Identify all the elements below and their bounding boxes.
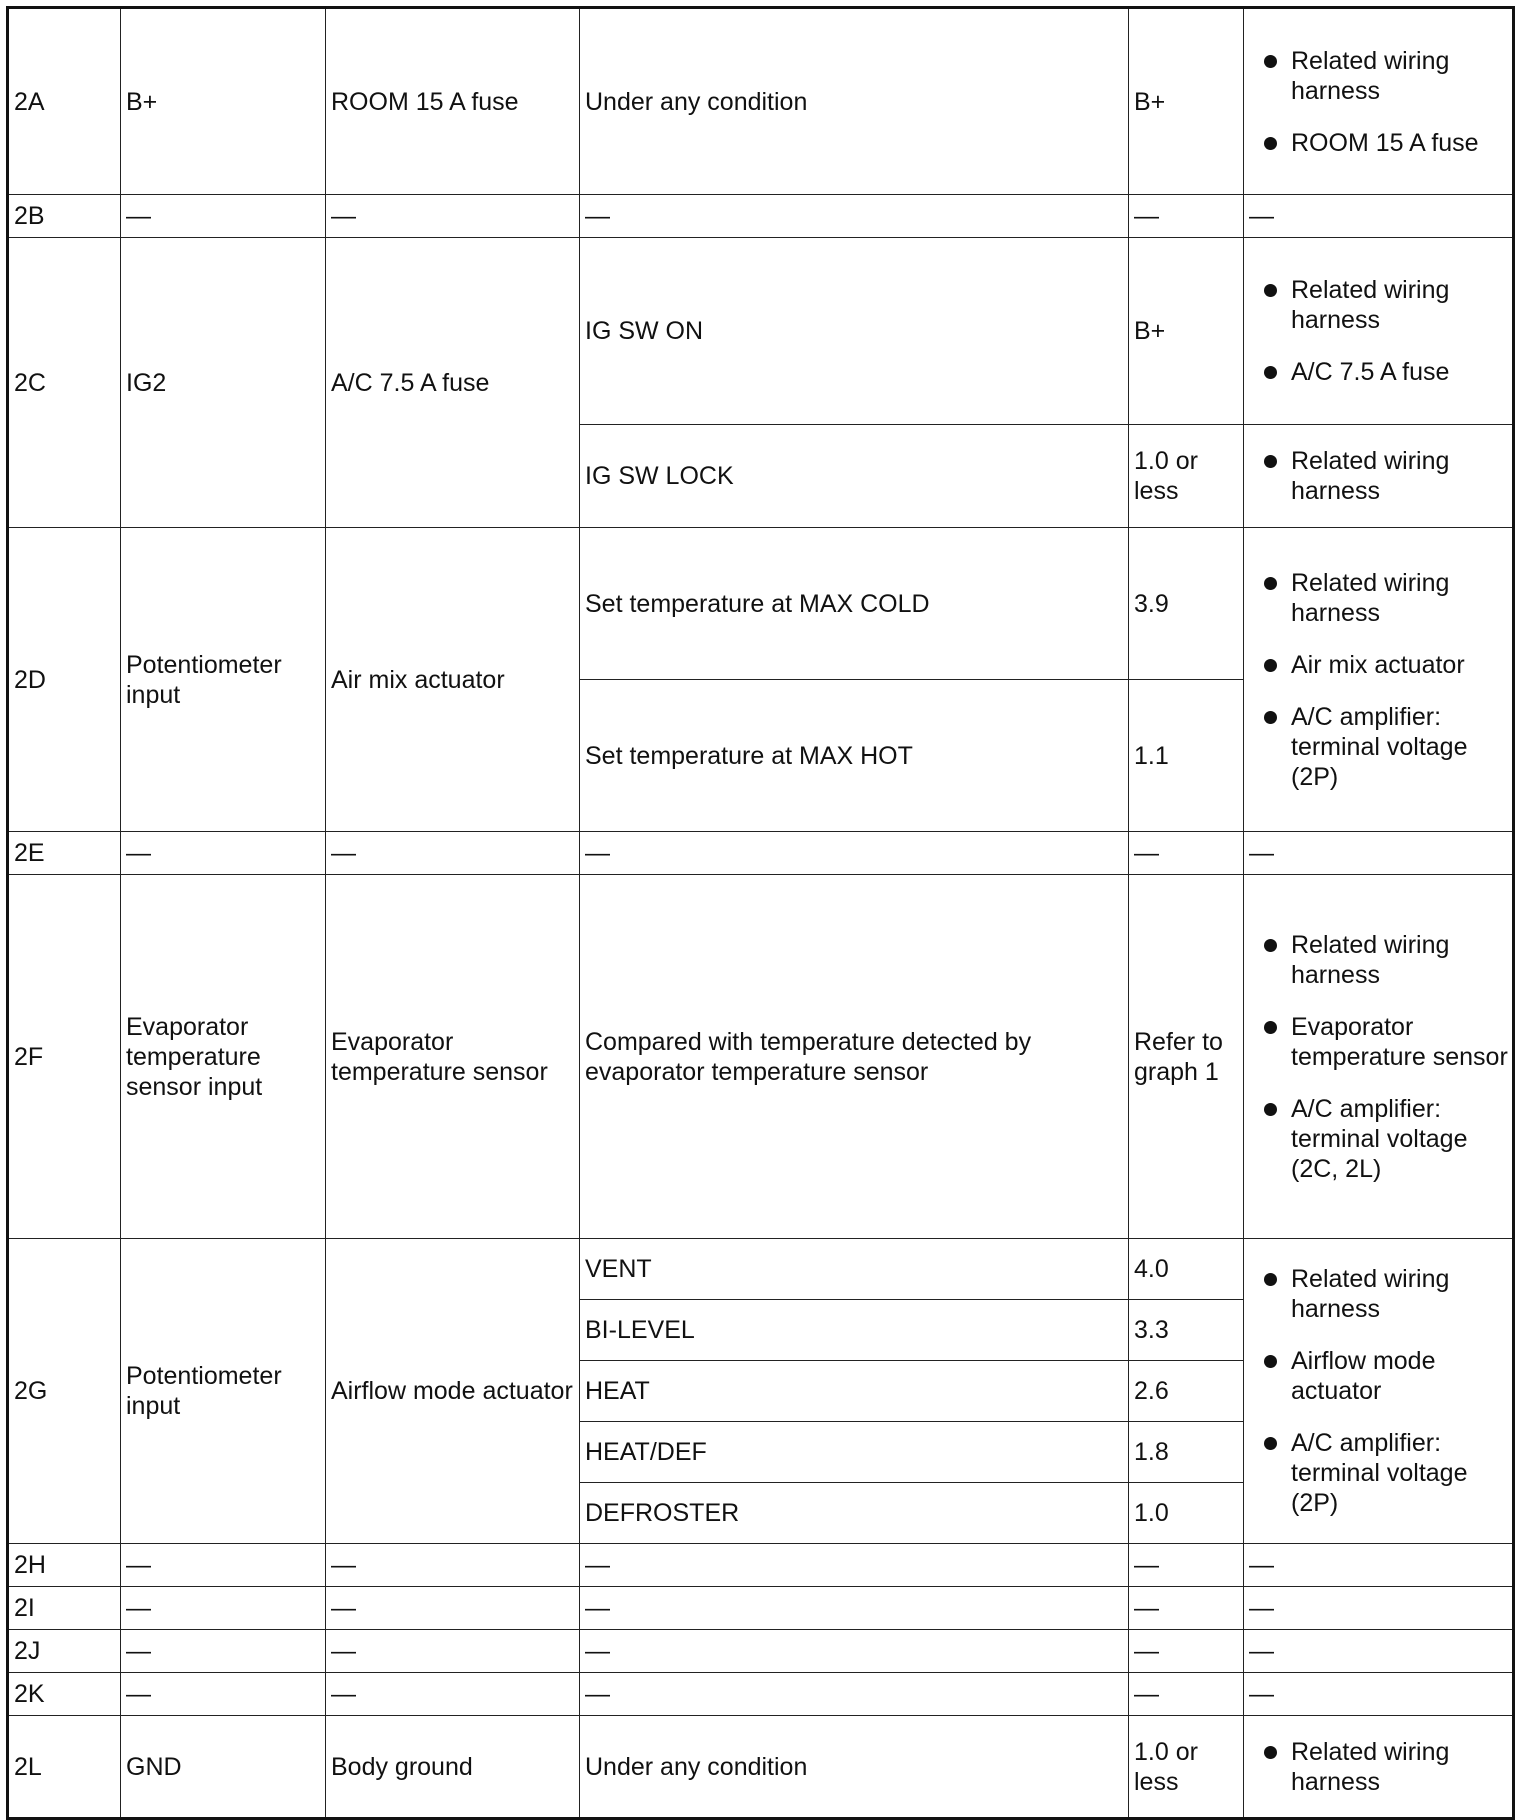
- inspection-item: A/C 7.5 A fuse: [1249, 357, 1512, 387]
- dash-cell: —: [1244, 195, 1514, 238]
- table-row: [8, 1544, 1514, 1587]
- condition-cell: DEFROSTER: [580, 1483, 1129, 1544]
- voltage-cell: Refer to graph 1: [1129, 875, 1244, 1239]
- signal-cell: Potentiometer input: [121, 1239, 326, 1544]
- dash-cell: —: [1244, 1587, 1514, 1630]
- dash-cell: —: [580, 1673, 1129, 1716]
- dash-cell: —: [121, 1673, 326, 1716]
- dash-cell: —: [1129, 832, 1244, 875]
- dash-cell: —: [580, 1630, 1129, 1673]
- inspection-item: Related wiring harness: [1249, 46, 1512, 106]
- condition-cell: Set temperature at MAX COLD: [580, 528, 1129, 680]
- inspection-cell: [1244, 875, 1514, 1239]
- connected-to-cell: Evaporator temperature sensor: [326, 875, 580, 1239]
- table-row: [8, 195, 1514, 238]
- dash-cell: —: [326, 195, 580, 238]
- inspection-item: Related wiring harness: [1249, 1264, 1512, 1324]
- dash-cell: —: [1129, 1587, 1244, 1630]
- inspection-cell: [1244, 1239, 1514, 1544]
- dash-cell: —: [1129, 1673, 1244, 1716]
- dash-cell: —: [121, 832, 326, 875]
- voltage-cell: 1.0: [1129, 1483, 1244, 1544]
- table-row: [8, 1630, 1514, 1673]
- inspection-item: Related wiring harness: [1249, 568, 1512, 628]
- signal-cell: B+: [121, 8, 326, 195]
- dash-cell: —: [326, 1544, 580, 1587]
- signal-cell: IG2: [121, 238, 326, 528]
- table-row: [8, 8, 1514, 195]
- table-row: [8, 238, 1514, 425]
- dash-cell: —: [121, 1630, 326, 1673]
- condition-cell: VENT: [580, 1239, 1129, 1300]
- dash-cell: —: [1129, 1630, 1244, 1673]
- dash-cell: —: [326, 1673, 580, 1716]
- condition-cell: BI-LEVEL: [580, 1300, 1129, 1361]
- signal-cell: Potentiometer input: [121, 528, 326, 832]
- voltage-cell: 3.9: [1129, 528, 1244, 680]
- table-row: [8, 1587, 1514, 1630]
- voltage-cell: B+: [1129, 8, 1244, 195]
- inspection-item: A/C amplifier: terminal voltage (2P): [1249, 702, 1512, 792]
- table-row: [8, 1239, 1514, 1300]
- dash-cell: —: [580, 832, 1129, 875]
- table-row: [8, 875, 1514, 1239]
- signal-cell: GND: [121, 1716, 326, 1819]
- terminal-cell: 2I: [8, 1587, 121, 1630]
- table-row: [8, 528, 1514, 680]
- inspection-item: Related wiring harness: [1249, 275, 1512, 335]
- inspection-cell: [1244, 425, 1514, 528]
- dash-cell: —: [580, 1544, 1129, 1587]
- connected-to-cell: Air mix actuator: [326, 528, 580, 832]
- terminal-cell: 2B: [8, 195, 121, 238]
- terminal-cell: 2A: [8, 8, 121, 195]
- condition-cell: Compared with temperature detected by evaporator temperature sensor: [580, 875, 1129, 1239]
- dash-cell: —: [1129, 1544, 1244, 1587]
- terminal-cell: 2L: [8, 1716, 121, 1819]
- dash-cell: —: [121, 1587, 326, 1630]
- connected-to-cell: ROOM 15 A fuse: [326, 8, 580, 195]
- dash-cell: —: [1244, 1673, 1514, 1716]
- inspection-cell: [1244, 528, 1514, 832]
- dash-cell: —: [1244, 1544, 1514, 1587]
- dash-cell: —: [121, 195, 326, 238]
- condition-cell: HEAT: [580, 1361, 1129, 1422]
- condition-cell: HEAT/DEF: [580, 1422, 1129, 1483]
- terminal-cell: 2G: [8, 1239, 121, 1544]
- terminal-cell: 2J: [8, 1630, 121, 1673]
- inspection-cell: [1244, 238, 1514, 425]
- voltage-cell: 3.3: [1129, 1300, 1244, 1361]
- dash-cell: —: [1129, 195, 1244, 238]
- inspection-item: ROOM 15 A fuse: [1249, 128, 1512, 158]
- terminal-cell: 2C: [8, 238, 121, 528]
- voltage-cell: 2.6: [1129, 1361, 1244, 1422]
- voltage-cell: 4.0: [1129, 1239, 1244, 1300]
- terminal-cell: 2E: [8, 832, 121, 875]
- signal-cell: Evaporator temperature sensor input: [121, 875, 326, 1239]
- dash-cell: —: [326, 832, 580, 875]
- condition-cell: IG SW ON: [580, 238, 1129, 425]
- dash-cell: —: [326, 1630, 580, 1673]
- terminal-cell: 2D: [8, 528, 121, 832]
- inspection-item: A/C amplifier: terminal voltage (2P): [1249, 1428, 1512, 1518]
- connected-to-cell: A/C 7.5 A fuse: [326, 238, 580, 528]
- dash-cell: —: [1244, 832, 1514, 875]
- table-row: [8, 1673, 1514, 1716]
- condition-cell: Under any condition: [580, 1716, 1129, 1819]
- voltage-cell: 1.0 or less: [1129, 425, 1244, 528]
- voltage-cell: B+: [1129, 238, 1244, 425]
- condition-cell: Under any condition: [580, 8, 1129, 195]
- inspection-item: Evaporator temperature sensor: [1249, 1012, 1512, 1072]
- table-row: [8, 1716, 1514, 1819]
- inspection-item: Related wiring harness: [1249, 930, 1512, 990]
- terminal-cell: 2H: [8, 1544, 121, 1587]
- inspection-cell: [1244, 8, 1514, 195]
- dash-cell: —: [580, 195, 1129, 238]
- dash-cell: —: [580, 1587, 1129, 1630]
- condition-cell: Set temperature at MAX HOT: [580, 680, 1129, 832]
- terminal-cell: 2F: [8, 875, 121, 1239]
- voltage-cell: 1.8: [1129, 1422, 1244, 1483]
- dash-cell: —: [326, 1587, 580, 1630]
- dash-cell: —: [121, 1544, 326, 1587]
- condition-cell: IG SW LOCK: [580, 425, 1129, 528]
- dash-cell: —: [1244, 1630, 1514, 1673]
- terminal-cell: 2K: [8, 1673, 121, 1716]
- inspection-item: A/C amplifier: terminal voltage (2C, 2L): [1249, 1094, 1512, 1184]
- connected-to-cell: Airflow mode actuator: [326, 1239, 580, 1544]
- inspection-item: Air mix actuator: [1249, 650, 1512, 680]
- voltage-cell: 1.1: [1129, 680, 1244, 832]
- inspection-item: Related wiring harness: [1249, 1737, 1512, 1797]
- table-row: [8, 832, 1514, 875]
- inspection-item: Related wiring harness: [1249, 446, 1512, 506]
- voltage-cell: 1.0 or less: [1129, 1716, 1244, 1819]
- inspection-item: Airflow mode actuator: [1249, 1346, 1512, 1406]
- inspection-cell: [1244, 1716, 1514, 1819]
- connected-to-cell: Body ground: [326, 1716, 580, 1819]
- terminal-table: [6, 6, 1515, 1820]
